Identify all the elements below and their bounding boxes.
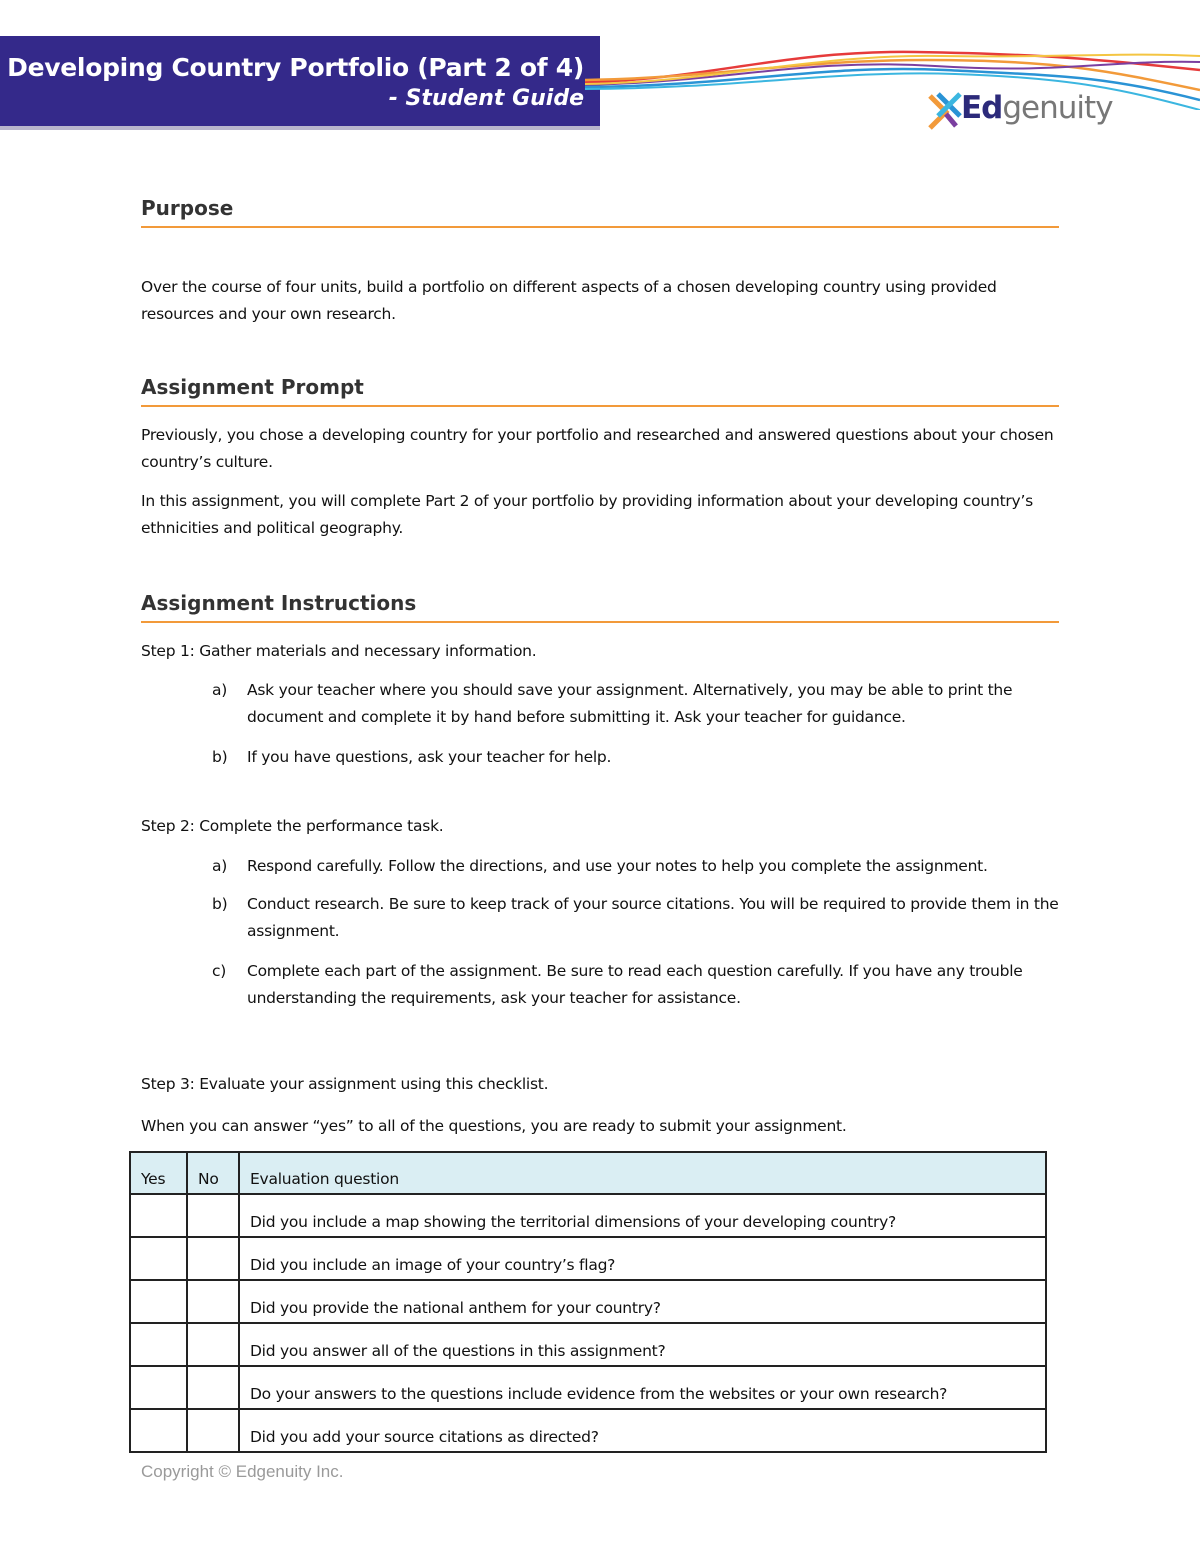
instructions-heading: Assignment Instructions	[141, 591, 1059, 623]
prompt-heading: Assignment Prompt	[141, 375, 1059, 407]
table-row	[130, 1409, 1046, 1452]
logo-genuity: genuity	[1002, 90, 1113, 126]
header-question: Evaluation question	[239, 1152, 1046, 1194]
item-label: b)	[212, 748, 228, 766]
question-cell: Did you include a map showing the territorial dimensions of your developing country?	[239, 1194, 1046, 1237]
item-label: b)	[212, 895, 228, 913]
table-row	[130, 1237, 1046, 1280]
step-2-item	[212, 853, 1072, 880]
header-banner	[0, 36, 600, 126]
yes-cell[interactable]	[130, 1323, 187, 1366]
no-cell[interactable]	[187, 1409, 239, 1452]
step-2-item	[212, 891, 1072, 945]
yes-cell[interactable]	[130, 1237, 187, 1280]
item-text: Complete each part of the assignment. Be sure to read each question carefully. If you have any trouble understanding the requirements, ask your teacher for assistance.	[247, 962, 1023, 1007]
question-cell: Did you add your source citations as directed?	[239, 1409, 1046, 1452]
step-1-item	[212, 677, 1072, 731]
table-row	[130, 1194, 1046, 1237]
no-cell[interactable]	[187, 1280, 239, 1323]
item-text: Conduct research. Be sure to keep track of your source citations. You will be required to provide them in the assignment.	[247, 895, 1059, 940]
yes-cell[interactable]	[130, 1366, 187, 1409]
item-text: If you have questions, ask your teacher for help.	[247, 748, 612, 766]
yes-cell[interactable]	[130, 1280, 187, 1323]
question-cell: Did you include an image of your country’s flag?	[239, 1237, 1046, 1280]
header-shadow	[0, 126, 600, 130]
step-1-item	[212, 744, 1072, 771]
item-label: a)	[212, 857, 228, 875]
no-cell[interactable]	[187, 1237, 239, 1280]
question-cell: Did you answer all of the questions in this assignment?	[239, 1323, 1046, 1366]
purpose-text: Over the course of four units, build a portfolio on different aspects of a chosen developing country using provided resources and your own research.	[141, 278, 997, 323]
evaluation-checklist	[129, 1151, 1047, 1453]
table-row	[130, 1366, 1046, 1409]
no-cell[interactable]	[187, 1194, 239, 1237]
yes-cell[interactable]	[130, 1194, 187, 1237]
step-2-title: Step 2: Complete the performance task.	[141, 817, 444, 835]
item-text: Ask your teacher where you should save your assignment. Alternatively, you may be able to print the document and complete it by hand before submitting it. Ask your teacher for guidance.	[247, 681, 1013, 726]
question-cell: Do your answers to the questions include evidence from the websites or your own research?	[239, 1366, 1046, 1409]
no-cell[interactable]	[187, 1323, 239, 1366]
step-3-note: When you can answer “yes” to all of the questions, you are ready to submit your assignment.	[141, 1117, 847, 1135]
prompt-paragraph-2: In this assignment, you will complete Part 2 of your portfolio by providing information about your developing country’s ethnicities and political geography.	[141, 492, 1033, 537]
prompt-paragraph-1: Previously, you chose a developing country for your portfolio and researched and answered questions about your chosen country’s culture.	[141, 426, 1054, 471]
document-subtitle: - Student Guide	[388, 86, 584, 111]
no-cell[interactable]	[187, 1366, 239, 1409]
item-label: a)	[212, 681, 228, 699]
table-row	[130, 1280, 1046, 1323]
edgenuity-logo	[961, 90, 1113, 126]
step-1-title: Step 1: Gather materials and necessary information.	[141, 642, 537, 660]
question-cell: Did you provide the national anthem for your country?	[239, 1280, 1046, 1323]
header-no: No	[187, 1152, 239, 1194]
step-2-item	[212, 958, 1072, 1012]
checklist-header-row	[130, 1152, 1046, 1194]
logo-ed: Ed	[961, 90, 1003, 126]
yes-cell[interactable]	[130, 1409, 187, 1452]
copyright: Copyright © Edgenuity Inc.	[141, 1462, 344, 1481]
item-text: Respond carefully. Follow the directions, and use your notes to help you complete the assignment.	[247, 857, 988, 875]
header-yes: Yes	[130, 1152, 187, 1194]
document-title: Developing Country Portfolio (Part 2 of 4)	[7, 53, 584, 82]
item-label: c)	[212, 962, 227, 980]
table-row	[130, 1323, 1046, 1366]
purpose-heading: Purpose	[141, 196, 1059, 228]
step-3-title: Step 3: Evaluate your assignment using this checklist.	[141, 1075, 549, 1093]
